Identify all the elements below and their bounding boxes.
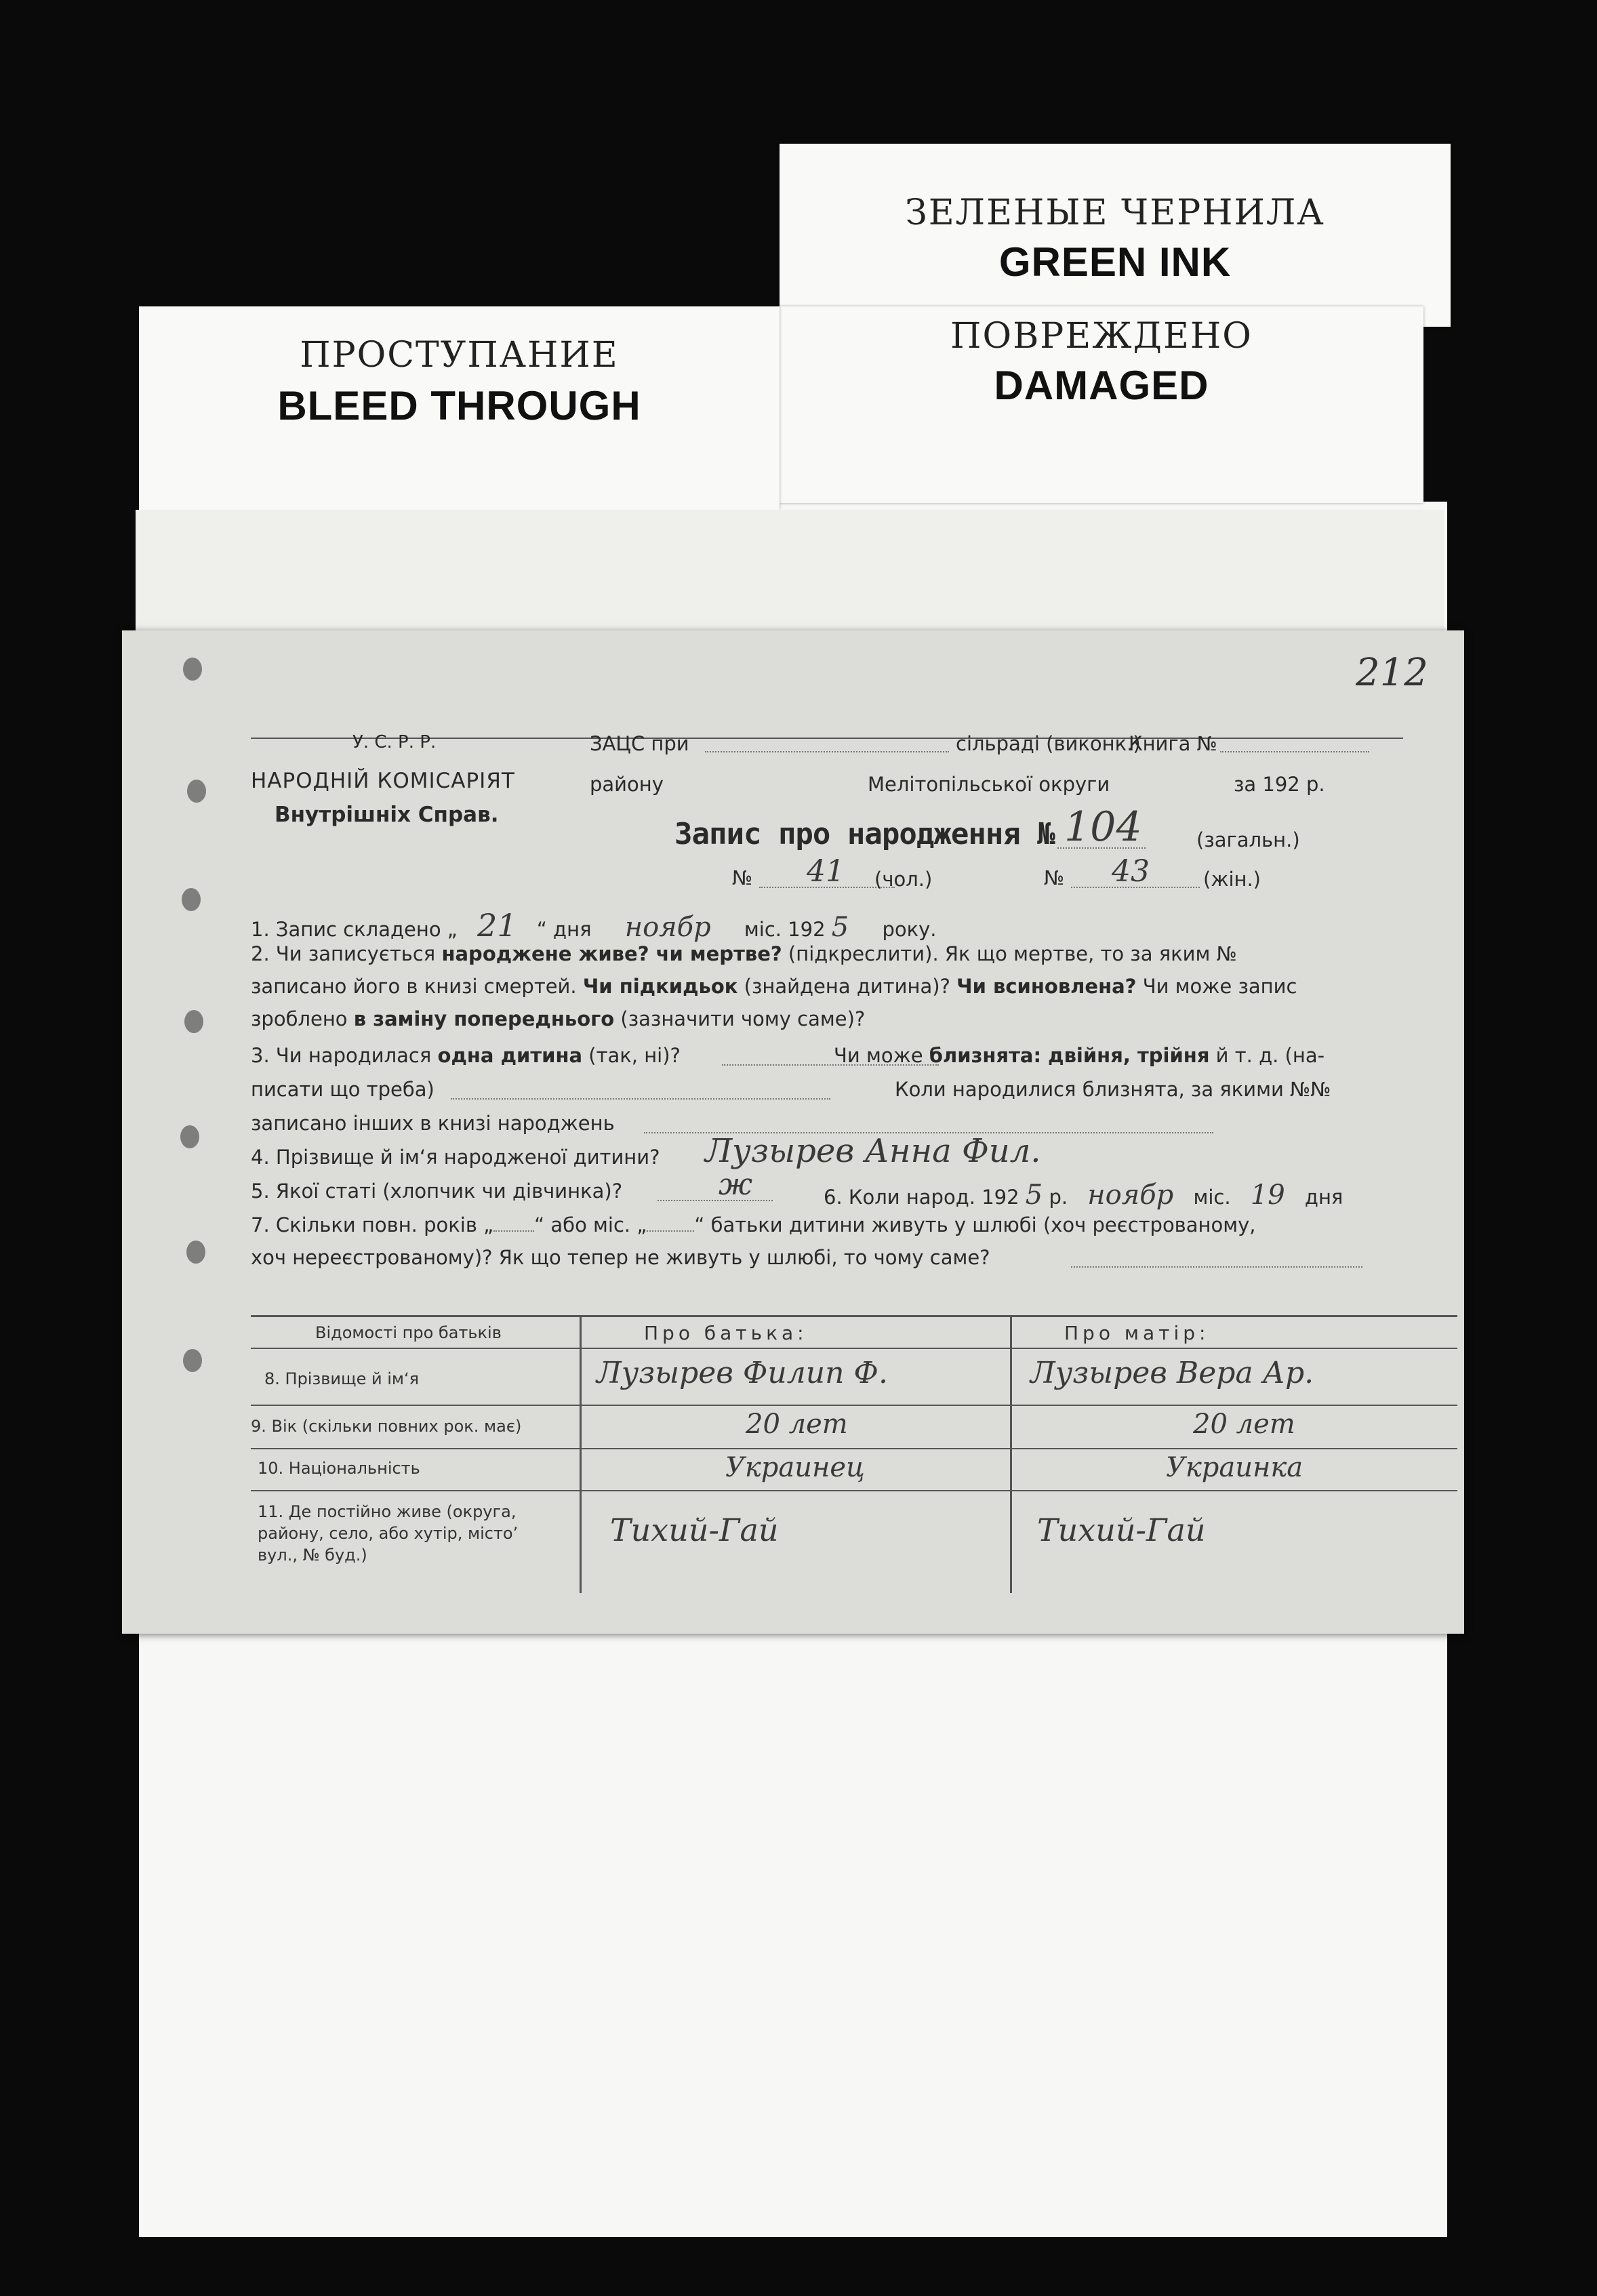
q7-label: 7. Скільки повн. років „ [251,1213,494,1236]
year-label: за 192 р. [1234,773,1325,796]
q7-field [1071,1266,1362,1268]
q7-line-2 [251,1246,990,1269]
q7-label-b: “ або міс. „ [534,1213,647,1236]
father-name: Лузырев Филип Ф. [597,1356,888,1390]
table-header-father: Про батька: [644,1322,808,1344]
q6-year: 5 [1025,1180,1043,1211]
archive-number: 212 [1356,651,1428,695]
table-top-rule [251,1315,1457,1317]
internal-affairs-label: Внутрішніх Справ. [275,803,499,827]
q6-line [824,1180,1343,1211]
male-number: 41 [807,854,845,889]
book-label: Книга № [1129,732,1217,755]
q2-text-3: записано його в книзі смертей. [251,975,583,998]
punch-hole [182,888,201,911]
punch-hole [184,1010,203,1033]
record-number: 104 [1064,803,1142,851]
q1-label-c: міс. 192 [744,918,826,941]
mother-name: Лузырев Вера Ар. [1030,1356,1314,1390]
table-col-divider-1 [580,1315,582,1593]
q2-text-6: зроблено [251,1007,354,1030]
q3-text-6: Коли народилися близнята, за якими №№ [895,1078,1331,1101]
bleed-through-ru: ПРОСТУПАНИЕ [300,335,619,376]
green-ink-notice [780,144,1451,327]
ussr-label: У. С. Р. Р. [352,732,437,752]
q6-label-c: міс. [1193,1186,1231,1209]
q6-label: 6. Коли народ. 192 [824,1186,1019,1209]
q3-single: одна дитина [437,1044,583,1067]
father-nationality: Украинец [725,1452,865,1483]
q7-years-field [493,1230,534,1232]
father-age: 20 лет [746,1409,848,1440]
mother-residence: Тихий-Гай [1037,1512,1206,1548]
table-row-label: 10. Національність [258,1459,420,1478]
mother-nationality: Украинка [1166,1452,1303,1483]
q3-text-7: записано інших в книзі народжень [251,1112,615,1135]
table-row-label: вул., № буд.) [258,1546,367,1565]
female-no-label: № [1044,866,1065,889]
general-label: (загальн.) [1196,828,1300,851]
q2-foundling: Чи підкидьок [582,975,738,998]
q6-label-d: дня [1304,1186,1343,1209]
village-council-label: сільраді (виконк.) [956,732,1141,755]
birth-record-form [122,630,1464,1634]
q1-label-b: “ дня [536,918,592,941]
q1-label-d: року. [882,918,937,941]
q2-text-2: (підкреслити). Як що мертве, то за яким № [782,942,1237,965]
q6-month: ноябр [1087,1180,1174,1211]
damaged-notice [780,306,1423,503]
table-header-mother: Про матір: [1064,1322,1210,1344]
green-ink-ru: ЗЕЛЕНЫЕ ЧЕРНИЛА [905,193,1325,233]
q1-year: 5 [831,912,849,943]
q3-line-1b [834,1044,1325,1067]
zags-field [705,751,949,752]
q3-text-3: Чи може [834,1044,929,1067]
male-no-label: № [732,866,753,889]
q3-text-2: (так, ні)? [582,1044,681,1067]
q7-label-d: хоч нереєстрованому)? Як що тепер не живуть у шлюбі, то чому саме? [251,1246,990,1269]
q3-text: 3. Чи народилася [251,1044,438,1067]
district-label: району [590,773,664,796]
punch-hole [187,780,206,803]
q5-label: 5. Якої статі (хлопчик чи дівчинка)? [251,1180,623,1203]
q3-line-1 [251,1044,681,1067]
q2-line-2 [251,975,1297,998]
q2-text-5: Чи може запис [1136,975,1297,998]
okrug-label: Мелітопільської округи [868,773,1110,796]
female-number-field [1071,887,1200,888]
q7-months-field [647,1230,694,1232]
female-number: 43 [1112,854,1150,889]
mother-age: 20 лет [1193,1409,1295,1440]
q2-replacement: в заміну попереднього [353,1007,615,1030]
table-row-label: 11. Де постійно живе (округа, [258,1502,517,1521]
q3-line-2b [895,1078,1331,1101]
commissariat-label: НАРОДНІЙ КОМІСАРІЯТ [251,769,515,793]
damaged-ru: ПОВРЕЖДЕНО [950,316,1253,357]
table-row-label: 9. Вік (скільки повних рок. має) [251,1417,522,1436]
table-row-rule [251,1448,1457,1449]
q2-line-1 [251,942,1237,965]
q1-day: 21 [477,907,517,944]
q3-text-5: писати що треба) [251,1078,434,1101]
q2-text-4: (знайдена дитина)? [737,975,957,998]
punch-hole [180,1125,199,1148]
q2-text-7: (зазначити чому саме)? [614,1007,866,1030]
q6-day: 19 [1250,1180,1285,1211]
q5-sex: ж [719,1167,753,1202]
punch-hole [183,1349,202,1372]
q5-field [658,1200,773,1201]
punch-hole [186,1241,205,1264]
q1-line [251,907,937,944]
table-col-divider-2 [1010,1315,1012,1593]
punch-hole [183,658,202,681]
bleed-through-en: BLEED THROUGH [277,383,641,428]
q3-text-4: й т. д. (на- [1209,1044,1325,1067]
bleed-through-notice [139,306,780,510]
male-label: (чол.) [874,868,933,891]
q6-label-b: р. [1049,1186,1068,1209]
q3-twins: близнята: двійня, трійня [929,1044,1210,1067]
table-row-label: району, село, або хутір, місто’ [258,1524,519,1543]
q3-twins-field [451,1098,830,1100]
q7-line-1 [251,1213,1256,1236]
table-row-rule [251,1405,1457,1406]
q3-line-2 [251,1078,434,1101]
female-label: (жін.) [1203,868,1261,891]
record-number-field [1057,847,1146,849]
q4-child-name: Лузырев Анна Фил. [705,1132,1041,1170]
q2-line-3 [251,1007,865,1030]
q2-adopted: Чи всиновлена? [956,975,1137,998]
table-row-rule [251,1490,1457,1491]
q2-text: 2. Чи записується [251,942,442,965]
table-header-rule [251,1348,1457,1349]
table-row-label: 8. Прізвище й ім‘я [264,1369,420,1388]
green-ink-en: GREEN INK [998,239,1232,285]
record-title: Запис про народження № [674,817,1055,851]
q2-alive-dead: народжене живе? чи мертве? [441,942,782,965]
q7-label-c: “ батьки дитини живуть у шлюбі (хоч реєстрованому, [694,1213,1256,1236]
zags-label: ЗАЦС при [590,732,689,755]
q1-month: ноябр [624,912,711,943]
father-residence: Тихий-Гай [610,1512,779,1548]
q4-label: 4. Прізвище й ім‘я народженої дитини? [251,1146,660,1169]
table-header-info: Відомості про батьків [315,1323,502,1342]
q3-line-3 [251,1112,615,1135]
book-field [1220,751,1369,752]
damaged-en: DAMAGED [994,363,1209,408]
q1-label-a: 1. Запис складено „ [251,918,458,941]
